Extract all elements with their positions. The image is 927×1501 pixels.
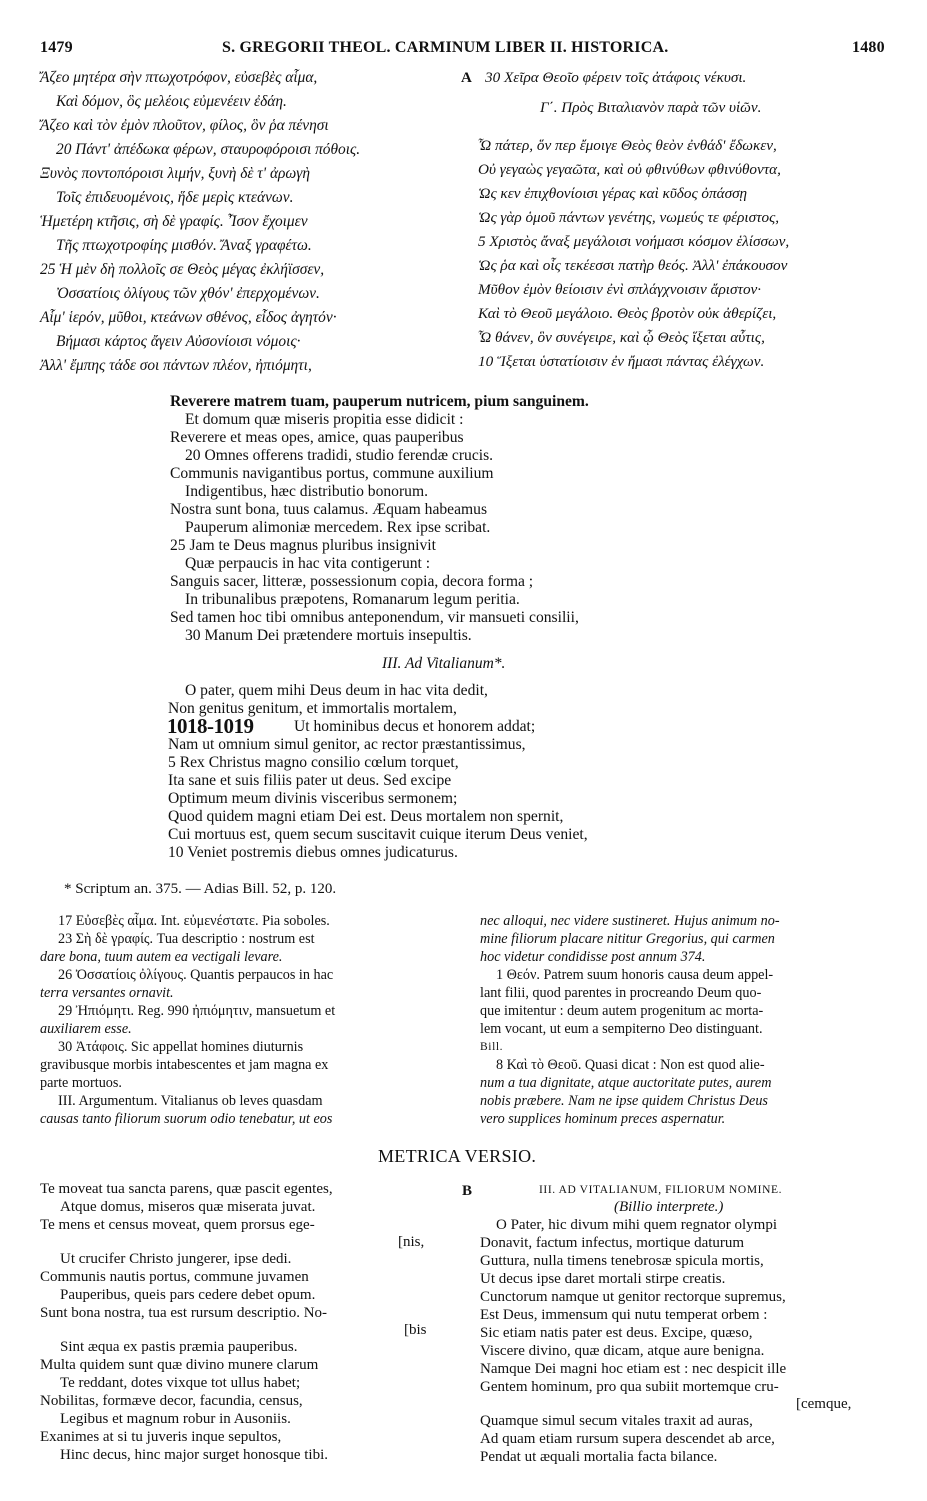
metrica-right-title: III. AD VITALIANUM, FILIORUM NOMINE. xyxy=(539,1184,783,1196)
verse-line: Pauperibus, queis pars cedere debet opum. xyxy=(60,1287,316,1303)
latin-line: Quæ perpaucis in hac vita contigerunt : xyxy=(185,555,431,572)
note-line: 17 Εὐσεβὲς αἷμα. Int. εὐμενέστατε. Pia soboles. xyxy=(58,913,330,929)
note-line: nobis præbere. Nam ne ipse quidem Christus Deus xyxy=(480,1093,768,1109)
verse-line: Sunt bona nostra, tua est rursum descriptio. No- xyxy=(40,1305,328,1321)
latin-line: Sed tamen hoc tibi omnibus anteponendum, vir mansueti consilii, xyxy=(170,609,579,626)
greek-line: Αἷμ' ἱερόν, μῦθοι, κτεάνων σθένος, εἶδος ἀγητόν· xyxy=(40,309,337,326)
verse-line: Quamque simul secum vitales traxit ad auras, xyxy=(480,1413,753,1429)
note-line: dare bona, tuum autem ea vectigali levare. xyxy=(40,949,283,965)
verse-line: [cemque, xyxy=(796,1396,852,1412)
greek-line: 30 Χεῖρα Θεοῖο φέρειν τοῖς ἀτάφοις νέκυσι. xyxy=(485,69,747,86)
latin-line: Reverere et meas opes, amice, quas pauperibus xyxy=(170,429,464,446)
verse-line: Exanimes at si tu juveris inque sepultos, xyxy=(40,1429,282,1445)
verse-line: [nis, xyxy=(398,1234,425,1250)
verse-line: Nobilitas, formæve decor, facundia, census, xyxy=(40,1393,303,1409)
latin-line: Pauperum alimoniæ mercedem. Rex ipse scribat. xyxy=(185,519,491,536)
column-reference: 1018-1019 xyxy=(167,714,254,738)
greek-line: Ὀσσατίοις ὀλίγους τῶν χθόν' ἐπερχομένων. xyxy=(56,285,320,302)
verse-line: Ut crucifer Christo jungerer, ipse dedi. xyxy=(60,1251,292,1267)
note-line: terra versantes ornavit. xyxy=(40,985,174,1001)
note-line: nec alloqui, nec videre sustineret. Hujus animum no- xyxy=(480,913,780,929)
greek-line: Ὡς γὰρ ὁμοῦ πάντων γενέτης, νωμεύς τε φέριστος, xyxy=(478,209,780,226)
verse-line: Legibus et magnum robur in Ausoniis. xyxy=(60,1411,291,1427)
latin-line: 30 Manum Dei prætendere mortuis insepultis. xyxy=(185,627,472,644)
verse-line: Ad quam etiam rursum supera descendet ab arce, xyxy=(480,1431,775,1447)
verse-line: Guttura, nulla timens tenebrosæ spicula mortis, xyxy=(480,1253,764,1269)
verse-line: Pendat ut æquali mortalia facta bilance. xyxy=(480,1449,718,1465)
verse-line: Sint æqua ex pastis præmia pauperibus. xyxy=(60,1339,298,1355)
latin-line: Communis navigantibus portus, commune auxilium xyxy=(170,465,494,482)
greek-line: Καὶ δόμον, ὃς μελέοις εὐμενέειν ἐδάη. xyxy=(56,93,287,110)
note-line: lem vocant, ut eum a sempiterno Deo distinguant. xyxy=(480,1021,763,1037)
section-title: III. Ad Vitalianum*. xyxy=(382,655,506,672)
verse-line: O Pater, hic divum mihi quem regnator olympi xyxy=(496,1217,778,1233)
verse-line: Namque Dei magni hoc etiam est : nec despicit ille xyxy=(480,1361,787,1377)
greek-line: Ὡς κεν ἐπιχθονίοισι γέρας καὶ κῦδος ὀπάσσῃ xyxy=(478,185,748,202)
latin-line: Sanguis sacer, litteræ, possessionum copia, decora forma ; xyxy=(170,573,534,590)
greek-line: 5 Χριστὸς ἄναξ μεγάλοισι νοήμασι κόσμον ἑλίσσων, xyxy=(478,233,790,250)
verse-line: Communis nautis portus, commune juvamen xyxy=(40,1269,309,1285)
latin-line: Cui mortuus est, quem secum suscitavit cuique iterum Deus veniet, xyxy=(168,826,588,843)
greek-line: Μῦθον ἐμὸν θείοισιν ἐνὶ σπλάγχνοισιν ἄριστον· xyxy=(478,281,762,298)
greek-line: Ἀλλ' ἔμπης τάδε σοι πάντων πλέον, ἠπιόμητι, xyxy=(40,357,312,374)
greek-line: Οὐ γεγαὼς γεγαῶτα, καὶ οὐ φθινύθων φθινύθοντα, xyxy=(478,161,781,178)
note-line: 30 Ἀτάφοις. Sic appellat homines diuturnis xyxy=(58,1039,304,1055)
verse-line: Sic etiam natis pater est deus. Excipe, quæso, xyxy=(480,1325,753,1341)
note-line: 1 Θεόν. Patrem suum honoris causa deum appel- xyxy=(496,967,774,983)
page-number-left: 1479 xyxy=(40,39,73,56)
greek-line: Ὦ πάτερ, ὅν περ ἔμοιγε Θεὸς θεὸν ἐνθάδ' ἔδωκεν, xyxy=(478,137,777,154)
note-line: 26 Ὀσσατίοις ὀλίγους. Quantis perpaucos in hac xyxy=(58,967,334,983)
column-marker-b: B xyxy=(462,1183,473,1199)
note-line: 8 Καὶ τὸ Θεοῦ. Quasi dicat : Non est quod alie- xyxy=(496,1057,765,1073)
latin-line: Reverere matrem tuam, pauperum nutricem, pium sanguinem. xyxy=(170,393,589,410)
verse-line: Te moveat tua sancta parens, quæ pascit egentes, xyxy=(40,1181,333,1197)
greek-line: Ἡμετέρη κτῆσις, σὴ δὲ γραφίς. Ἶσον ἔχοιμεν xyxy=(40,213,308,230)
note-line: causas tanto filiorum suorum odio tenebatur, ut eos xyxy=(40,1111,333,1127)
greek-line: 25 Ἡ μὲν δὴ πολλοῖς σε Θεὸς μέγας ἐκλήϊσσεν, xyxy=(40,261,325,278)
note-line: hoc videtur condidisse post annum 374. xyxy=(480,949,706,965)
greek-line: 10 Ἵξεται ὑστατίοισιν ἐν ἤμασι πάντας ἐλέγχων. xyxy=(478,353,765,370)
verse-line: Ut decus ipse daret mortali stirpe creatis. xyxy=(480,1271,726,1287)
verse-line: [bis xyxy=(404,1322,427,1338)
verse-line: Multa quidem sunt quæ divino munere clarum xyxy=(40,1357,319,1373)
note-line: lant filii, quod parentes in procreando Deum quo- xyxy=(480,985,762,1001)
latin-line: Et domum quæ miseris propitia esse didicit : xyxy=(185,411,464,428)
running-title: S. GREGORII THEOL. CARMINUM LIBER II. HISTORICA. xyxy=(222,39,669,56)
greek-line: 20 Πάντ' ἀπέδωκα φέρων, σταυροφόροισι πόθοις. xyxy=(56,141,361,158)
greek-line: Τῆς πτωχοτροφίης μισθόν. Ἄναξ γραφέτω. xyxy=(56,237,312,254)
verse-line: Donavit, factum infectus, mortique daturum xyxy=(480,1235,745,1251)
latin-line: Optimum meum divinis visceribus sermonem; xyxy=(168,790,458,807)
greek-line: Τοῖς ἐπιδευομένοις, ἥδε μερὶς κτεάνων. xyxy=(56,189,294,206)
greek-line: Ξυνὸς ποντοπόροισι λιμήν, ξυνὴ δὲ τ' ἀρωγὴ xyxy=(40,165,310,182)
note-line: gravibusque morbis intabescentes et jam magna ex xyxy=(40,1057,329,1073)
latin-line: O pater, quem mihi Deus deum in hac vita dedit, xyxy=(185,682,488,699)
greek-line: Βήμασι κάρτος ἄγειν Αὐσονίοισι νόμοις· xyxy=(56,333,301,350)
latin-line: Ut hominibus decus et honorem addat; xyxy=(294,718,536,735)
latin-line: In tribunalibus præpotens, Romanarum legum peritia. xyxy=(185,591,520,608)
note-line: vero supplices hominum preces aspernatur. xyxy=(480,1111,726,1127)
greek-line: Ἄζεο καὶ τὸν ἐμὸν πλοῦτον, φίλος, ὃν ῥα πένησι xyxy=(40,117,329,134)
greek-line: Ὡς ῥα καὶ οἷς τεκέεσσι πατὴρ θεός. Ἀλλ' ἐπάκουσον xyxy=(478,257,788,274)
latin-line: Nostra sunt bona, tuus calamus. Æquam habeamus xyxy=(170,501,488,518)
note-line: num a tua dignitate, atque auctoritate putes, aurem xyxy=(480,1075,772,1091)
note-line: III. Argumentum. Vitalianus ob leves quasdam xyxy=(58,1093,323,1109)
latin-line: Nam ut omnium simul genitor, ac rector præstantissimus, xyxy=(168,736,526,753)
latin-line: Quod quidem magni etiam Dei est. Deus mortalem non spernit, xyxy=(168,808,564,825)
verse-line: Te mens et census moveat, quem prorsus ege- xyxy=(40,1217,315,1233)
latin-line: 5 Rex Christus magno consilio cœlum torquet, xyxy=(168,754,459,771)
verse-line: Atque domus, miseros quæ miserata juvat. xyxy=(60,1199,316,1215)
verse-line: Te reddant, dotes vixque tot ullus habet; xyxy=(60,1375,301,1391)
footnote: * Scriptum an. 375. — Adias Bill. 52, p. 120. xyxy=(64,881,337,897)
greek-line: Ἄζεο μητέρα σὴν πτωχοτρόφον, εὐσεβὲς αἷμα, xyxy=(40,69,318,86)
page-number-right: 1480 xyxy=(852,39,885,56)
note-line: Bill. xyxy=(480,1041,504,1053)
metrica-right-subtitle: (Billio interprete.) xyxy=(614,1199,724,1215)
greek-poem-title: Γ΄. Πρὸς Βιταλιανὸν παρὰ τῶν υἱῶν. xyxy=(540,99,762,116)
latin-line: 10 Veniet postremis diebus omnes judicaturus. xyxy=(168,844,458,861)
latin-line: 20 Omnes offerens tradidi, studio ferendæ crucis. xyxy=(185,447,494,464)
verse-line: Est Deus, immensum qui nutu temperat orbem : xyxy=(480,1307,768,1323)
note-line: 29 Ἠπιόμητι. Reg. 990 ἠπιόμητιν, mansuetum et xyxy=(58,1003,336,1019)
note-line: que imitentur : deum autem progenitum ac morta- xyxy=(480,1003,764,1019)
note-line: 23 Σὴ δὲ γραφίς. Tua descriptio : nostrum est xyxy=(58,931,315,947)
verse-line: Hinc decus, hinc major surget honosque tibi. xyxy=(60,1447,329,1463)
note-line: mine filiorum placare nititur Gregorius, qui carmen xyxy=(480,931,775,947)
verse-line: Gentem hominum, pro qua subiit mortemque cru- xyxy=(480,1379,779,1395)
note-line: auxiliarem esse. xyxy=(40,1021,132,1037)
column-marker-a: A xyxy=(461,70,472,86)
greek-line: Καὶ τὸ Θεοῦ μεγάλοιο. Θεὸς βροτὸν οὐκ ἀθερίζει, xyxy=(478,305,777,322)
metrica-title: METRICA VERSIO. xyxy=(378,1146,537,1166)
latin-line: Ita sane et suis filiis pater ut deus. Sed excipe xyxy=(168,772,452,789)
note-line: parte mortuos. xyxy=(40,1075,122,1091)
greek-line: Ὧ θάνεν, ὃν συνέγειρε, καὶ ᾧ Θεὸς ἵξεται αὖτις, xyxy=(478,329,765,346)
latin-line: Non genitus genitum, et immortalis mortalem, xyxy=(168,700,457,717)
latin-line: 25 Jam te Deus magnus pluribus insignivit xyxy=(170,537,436,554)
latin-line: Indigentibus, hæc distributio bonorum. xyxy=(185,483,428,500)
verse-line: Viscere divino, quæ dicam, atque aure benigna. xyxy=(480,1343,765,1359)
verse-line: Cunctorum namque ut genitor rectorque supremus, xyxy=(480,1289,786,1305)
